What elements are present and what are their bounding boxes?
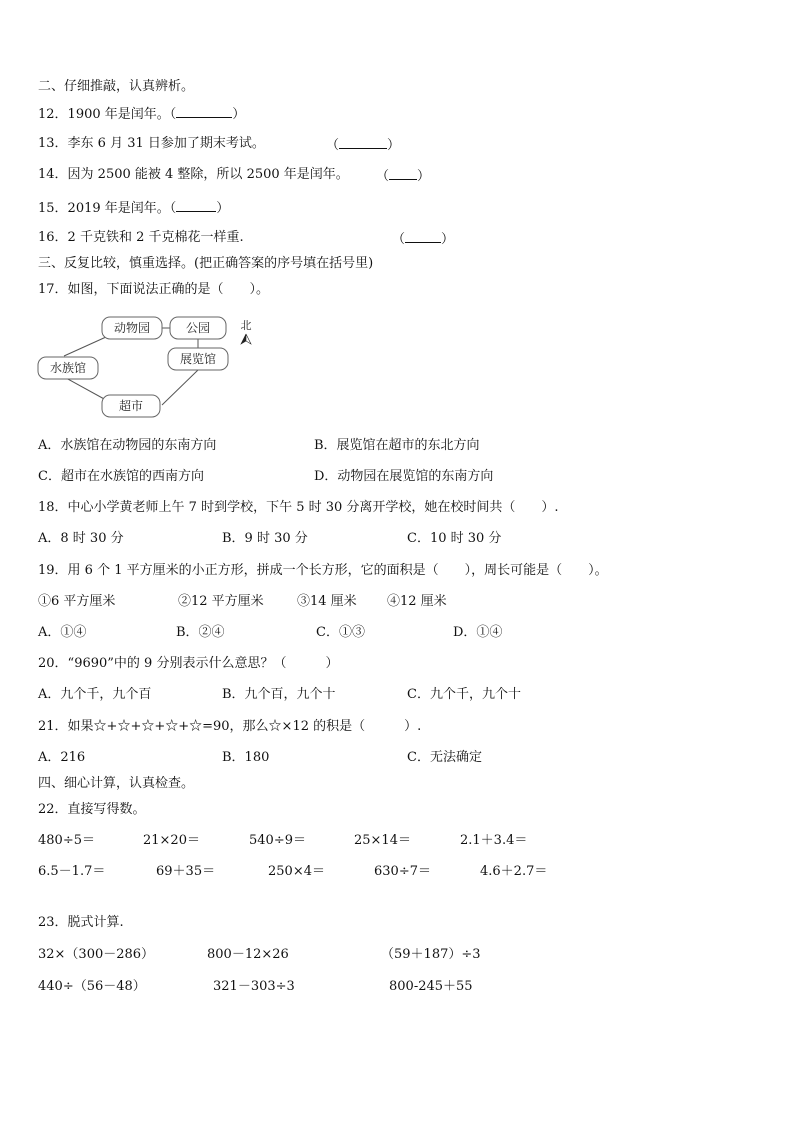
q23-expr: （59＋187）÷3 bbox=[381, 947, 481, 962]
north-arrow-icon bbox=[241, 334, 246, 344]
question-23 bbox=[38, 914, 124, 932]
q18-option-c[interactable]: C．10 时 30 分 bbox=[407, 531, 502, 546]
map-label-park: 公园 bbox=[185, 321, 211, 335]
paren-close: ） bbox=[387, 138, 401, 153]
q21-option-b[interactable]: B．180 bbox=[222, 750, 270, 765]
question-18 bbox=[38, 499, 559, 517]
q17-option-a[interactable]: A．水族馆在动物园的东南方向 bbox=[38, 438, 217, 453]
location-map-diagram bbox=[36, 312, 266, 422]
question-21 bbox=[38, 718, 421, 736]
map-label-supermarket: 超市 bbox=[118, 399, 144, 413]
q22-expr: 540÷9＝ bbox=[249, 833, 306, 848]
question-number: 17． bbox=[38, 282, 68, 297]
paren-open: （ bbox=[392, 232, 406, 247]
question-12 bbox=[38, 104, 245, 124]
q19-option-c[interactable]: C．①③ bbox=[316, 625, 365, 640]
paren-open: （ bbox=[326, 138, 340, 153]
q22-expr: 25×14＝ bbox=[354, 833, 411, 848]
question-16 bbox=[38, 229, 244, 247]
question-13 bbox=[38, 135, 265, 153]
question-number: 21． bbox=[38, 719, 68, 734]
paren-open: （ bbox=[376, 169, 390, 184]
question-text: 2019 年是闰年。（ bbox=[67, 201, 177, 216]
q18-option-a[interactable]: A．8 时 30 分 bbox=[38, 531, 124, 546]
question-19 bbox=[38, 562, 608, 580]
q22-expr: 480÷5＝ bbox=[38, 833, 95, 848]
question-text: 中心小学黄老师上午 7 时到学校，下午 5 时 30 分离开学校，她在校时间共（ ）. bbox=[67, 500, 559, 515]
answer-blank[interactable] bbox=[176, 198, 216, 212]
q22-expr: 21×20＝ bbox=[143, 833, 200, 848]
question-text: 脱式计算. bbox=[67, 915, 124, 930]
q19-option-b[interactable]: B．②④ bbox=[176, 625, 225, 640]
q21-option-c[interactable]: C．无法确定 bbox=[407, 750, 482, 765]
q19-option-a[interactable]: A．①④ bbox=[38, 625, 87, 640]
q21-option-a[interactable]: A．216 bbox=[38, 750, 86, 765]
answer-blank[interactable] bbox=[176, 104, 232, 118]
question-text: 1900 年是闰年。（ bbox=[67, 107, 177, 122]
section-2-heading: 二、仔细推敲，认真辨析。 bbox=[38, 79, 195, 94]
question-20 bbox=[38, 655, 338, 673]
q20-option-a[interactable]: A．九个千，九个百 bbox=[38, 687, 152, 702]
q23-expr: 321－303÷3 bbox=[213, 979, 295, 994]
question-14-answer bbox=[376, 166, 430, 186]
q22-expr: 2.1＋3.4＝ bbox=[460, 833, 528, 848]
q17-option-d[interactable]: D．动物园在展览馆的东南方向 bbox=[314, 469, 494, 484]
answer-blank[interactable] bbox=[339, 135, 387, 149]
q22-expr: 69＋35＝ bbox=[156, 864, 216, 879]
question-text: 因为 2500 能被 4 整除，所以 2500 年是闰年。 bbox=[67, 167, 349, 182]
paren-close: ） bbox=[441, 232, 455, 247]
question-13-answer bbox=[326, 135, 400, 155]
answer-blank[interactable] bbox=[389, 166, 417, 180]
paren-close: ） bbox=[216, 201, 230, 216]
q22-expr: 250×4＝ bbox=[268, 864, 325, 879]
q20-option-c[interactable]: C．九个千，九个十 bbox=[407, 687, 521, 702]
map-edge bbox=[64, 337, 106, 356]
question-number: 19． bbox=[38, 563, 68, 578]
question-number: 14． bbox=[38, 167, 68, 182]
question-text: 李东 6 月 31 日参加了期末考试。 bbox=[67, 136, 265, 151]
q23-expr: 800－12×26 bbox=[207, 947, 289, 962]
question-text: 直接写得数。 bbox=[67, 802, 146, 817]
north-label: 北 bbox=[240, 319, 252, 332]
question-number: 12． bbox=[38, 107, 68, 122]
question-text: 2 千克铁和 2 千克棉花一样重. bbox=[67, 230, 244, 245]
map-label-zoo: 动物园 bbox=[113, 321, 151, 335]
section-3-heading: 三、反复比较，慎重选择。(把正确答案的序号填在括号里) bbox=[38, 256, 374, 271]
north-arrow-icon-half bbox=[246, 334, 251, 344]
question-22 bbox=[38, 801, 146, 819]
question-15 bbox=[38, 198, 229, 218]
question-number: 18． bbox=[38, 500, 68, 515]
question-text: 用 6 个 1 平方厘米的小正方形，拼成一个长方形，它的面积是（ ），周长可能是（ ）。 bbox=[67, 563, 608, 578]
map-label-aquarium: 水族馆 bbox=[49, 361, 87, 375]
q23-expr: 800-245＋55 bbox=[389, 979, 473, 994]
q19-choice-1: ①6 平方厘米 bbox=[38, 594, 116, 609]
map-label-exhibition: 展览馆 bbox=[179, 352, 217, 366]
question-text: “9690”中的 9 分别表示什么意思？（ ） bbox=[67, 656, 339, 671]
question-text: 如图，下面说法正确的是（ ）。 bbox=[67, 282, 270, 297]
q17-option-c[interactable]: C．超市在水族馆的西南方向 bbox=[38, 469, 204, 484]
q23-expr: 32×（300－286） bbox=[38, 947, 155, 962]
q22-expr: 6.5－1.7＝ bbox=[38, 864, 106, 879]
section-4-heading: 四、细心计算，认真检查。 bbox=[38, 776, 195, 791]
map-edge bbox=[66, 378, 106, 400]
question-number: 20． bbox=[38, 656, 68, 671]
paren-close: ） bbox=[232, 107, 246, 122]
q19-choice-2: ②12 平方厘米 bbox=[178, 594, 264, 609]
question-number: 13． bbox=[38, 136, 68, 151]
q22-expr: 630÷7＝ bbox=[374, 864, 431, 879]
q19-choice-4: ④12 厘米 bbox=[387, 594, 447, 609]
question-number: 22． bbox=[38, 802, 68, 817]
map-edge bbox=[162, 370, 198, 405]
q19-choice-3: ③14 厘米 bbox=[297, 594, 357, 609]
question-text: 如果☆+☆+☆+☆+☆=90，那么☆×12 的积是（ ）. bbox=[67, 719, 422, 734]
question-14 bbox=[38, 166, 349, 184]
q20-option-b[interactable]: B．九个百，九个十 bbox=[222, 687, 336, 702]
question-17 bbox=[38, 281, 269, 299]
answer-blank[interactable] bbox=[405, 229, 441, 243]
q18-option-b[interactable]: B．9 时 30 分 bbox=[222, 531, 308, 546]
question-16-answer bbox=[392, 229, 454, 249]
question-number: 15． bbox=[38, 201, 68, 216]
question-number: 23． bbox=[38, 915, 68, 930]
question-number: 16． bbox=[38, 230, 68, 245]
paren-close: ） bbox=[417, 169, 431, 184]
q17-option-b[interactable]: B．展览馆在超市的东北方向 bbox=[314, 438, 480, 453]
q22-expr: 4.6＋2.7＝ bbox=[480, 864, 548, 879]
q19-option-d[interactable]: D．①④ bbox=[453, 625, 503, 640]
q23-expr: 440÷（56－48） bbox=[38, 979, 146, 994]
